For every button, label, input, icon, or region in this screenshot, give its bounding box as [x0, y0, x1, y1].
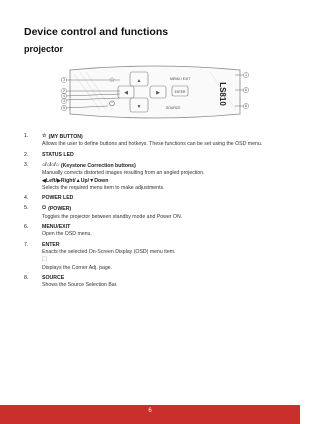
list-item: 3. ⌂/⌂/⌂/⌂ (Keystone Correction buttons) Manually corrects distorted images resulting from an angled projection. ◀Left/▶Right/▲Up/▼Down Selects the required menu item to make adjustments.: [24, 161, 205, 191]
enter-label: ENTER: [174, 90, 186, 94]
list-item: 4. POWER LED: [24, 195, 74, 202]
star-icon: ☆: [108, 77, 116, 84]
footer-bar: [0, 405, 300, 424]
page-title: Device control and functions: [24, 26, 169, 38]
model-label: LS810: [218, 82, 227, 106]
list-item: 6. MENU/EXIT Open the OSD menu.: [24, 224, 92, 238]
list-item: 7. ENTER Enacts the selected On-Screen Display (OSD) menu item. ⬚ Displays the Corner Adj. page.: [24, 241, 176, 271]
projector-panel-diagram: [60, 60, 250, 122]
svg-text:▼: ▼: [136, 104, 142, 110]
section-subtitle: projector: [24, 44, 64, 54]
list-item: 1. ☆ (MY BUTTON) Allows the user to define buttons and hotkeys. These functions can be set using the OSD menu.: [24, 133, 263, 148]
svg-text:▶: ▶: [156, 90, 160, 96]
svg-text:5: 5: [63, 106, 65, 111]
function-list: [24, 133, 288, 292]
svg-text:3: 3: [63, 78, 65, 83]
menu-exit-label: MENU / EXIT: [170, 77, 191, 81]
svg-text:1: 1: [245, 73, 247, 78]
list-item: 8. SOURCE Shows the Source Selection Bar.: [24, 274, 118, 289]
page-number: 6: [148, 408, 152, 414]
corner-adjust-icon: ⬚: [42, 256, 47, 263]
star-icon: ☆: [42, 133, 47, 139]
svg-text:3: 3: [63, 99, 65, 104]
panel-outline: [70, 66, 240, 118]
svg-text:◀: ◀: [124, 90, 128, 96]
svg-text:▲: ▲: [136, 78, 142, 84]
list-item: 5. ⏻ (POWER) Toggles the projector between standby mode and Power ON.: [24, 205, 183, 220]
list-item: 2. STATUS LED: [24, 151, 74, 158]
svg-text:2: 2: [63, 89, 65, 94]
source-label: SOURCE: [166, 106, 181, 110]
power-icon: ⏻: [42, 205, 47, 212]
svg-text:8: 8: [245, 104, 247, 109]
power-icon: ⏻: [109, 101, 115, 108]
svg-text:4: 4: [63, 94, 65, 99]
svg-text:6: 6: [245, 88, 247, 93]
keystone-icons: ⌂/⌂/⌂/⌂: [42, 161, 59, 168]
